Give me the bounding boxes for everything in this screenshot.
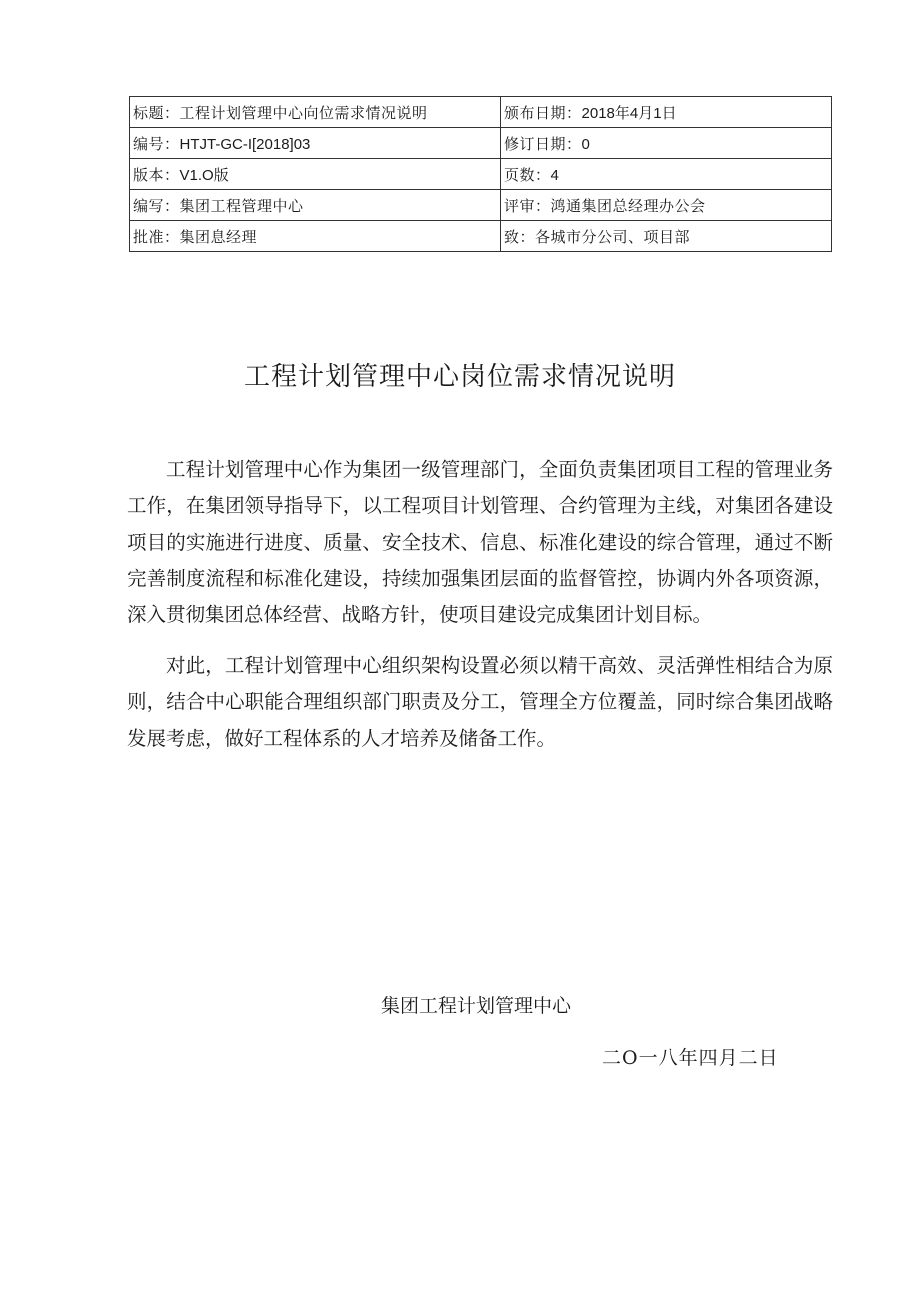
header-value-issue-date: 2018年4月1日 — [581, 104, 677, 122]
header-label-page-count: 页数： — [504, 165, 551, 184]
header-value-number: HTJT-GC-I[2018]03 — [179, 135, 311, 153]
header-cell-title — [130, 97, 501, 128]
header-row-author — [130, 190, 832, 221]
document-body — [127, 452, 833, 771]
header-cell-approver — [130, 221, 501, 252]
header-label-issue-date: 颁布日期： — [504, 103, 582, 122]
header-label-recipients: 致： — [504, 227, 536, 246]
header-value-revision-date: 0 — [581, 135, 590, 153]
header-value-recipients: 各城市分公司、项目部 — [535, 227, 691, 246]
header-cell-revision-date — [501, 128, 832, 159]
header-value-author: 集团工程管理中心 — [179, 196, 304, 215]
header-label-version: 版本： — [133, 165, 180, 184]
header-label-number: 编号： — [133, 134, 180, 153]
header-label-reviewer: 评审： — [504, 196, 551, 215]
document-title: 工程计划管理中心岗位需求情况说明 — [243, 362, 676, 392]
header-row-version — [130, 159, 832, 190]
header-value-version: V1.O版 — [179, 166, 229, 184]
header-cell-recipients — [501, 221, 832, 252]
header-label-author: 编写： — [133, 196, 180, 215]
header-cell-author — [130, 190, 501, 221]
header-cell-page-count — [501, 159, 832, 190]
header-row-approver — [130, 221, 832, 252]
header-row-title — [130, 97, 832, 128]
header-cell-reviewer — [501, 190, 832, 221]
header-cell-version — [130, 159, 501, 190]
body-paragraph-2: 对此，工程计划管理中心组织架构设置必须以精干高效、灵活弹性相结合为原则，结合中心职能合理组织部门职责及分工，管理全方位覆盖，同时综合集团战略发展考虑，做好工程体系的人才培养及储备工作。 — [127, 653, 833, 750]
document-header-table — [129, 96, 832, 252]
header-row-number — [130, 128, 832, 159]
body-paragraph-1: 工程计划管理中心作为集团一级管理部门，全面负责集团项目工程的管理业务工作，在集团领导指导下，以工程项目计划管理、合约管理为主线，对集团各建设项目的实施进行进度、质量、安全技术、信息、标准化建设的综合管理，通过不断完善制度流程和标准化建设，持续加强集团层面的监督管控，协调内外各项资源，深入贯彻集团总体经营、战略方针，使项目建设完成集团计划目标。 — [127, 458, 833, 627]
header-label-revision-date: 修订日期： — [504, 134, 582, 153]
header-value-approver: 集团息经理 — [179, 227, 258, 246]
signature-organization: 集团工程计划管理中心 — [381, 995, 572, 1017]
header-value-page-count: 4 — [550, 166, 559, 184]
signature-date: 二O一八年四月二日 — [602, 1047, 779, 1069]
header-label-approver: 批准： — [133, 227, 180, 246]
header-label-title: 标题： — [133, 103, 180, 122]
header-cell-number — [130, 128, 501, 159]
header-value-title: 工程计划管理中心向位需求情况说明 — [179, 103, 428, 122]
header-value-reviewer: 鸿通集团总经理办公会 — [550, 196, 706, 215]
header-cell-issue-date — [501, 97, 832, 128]
